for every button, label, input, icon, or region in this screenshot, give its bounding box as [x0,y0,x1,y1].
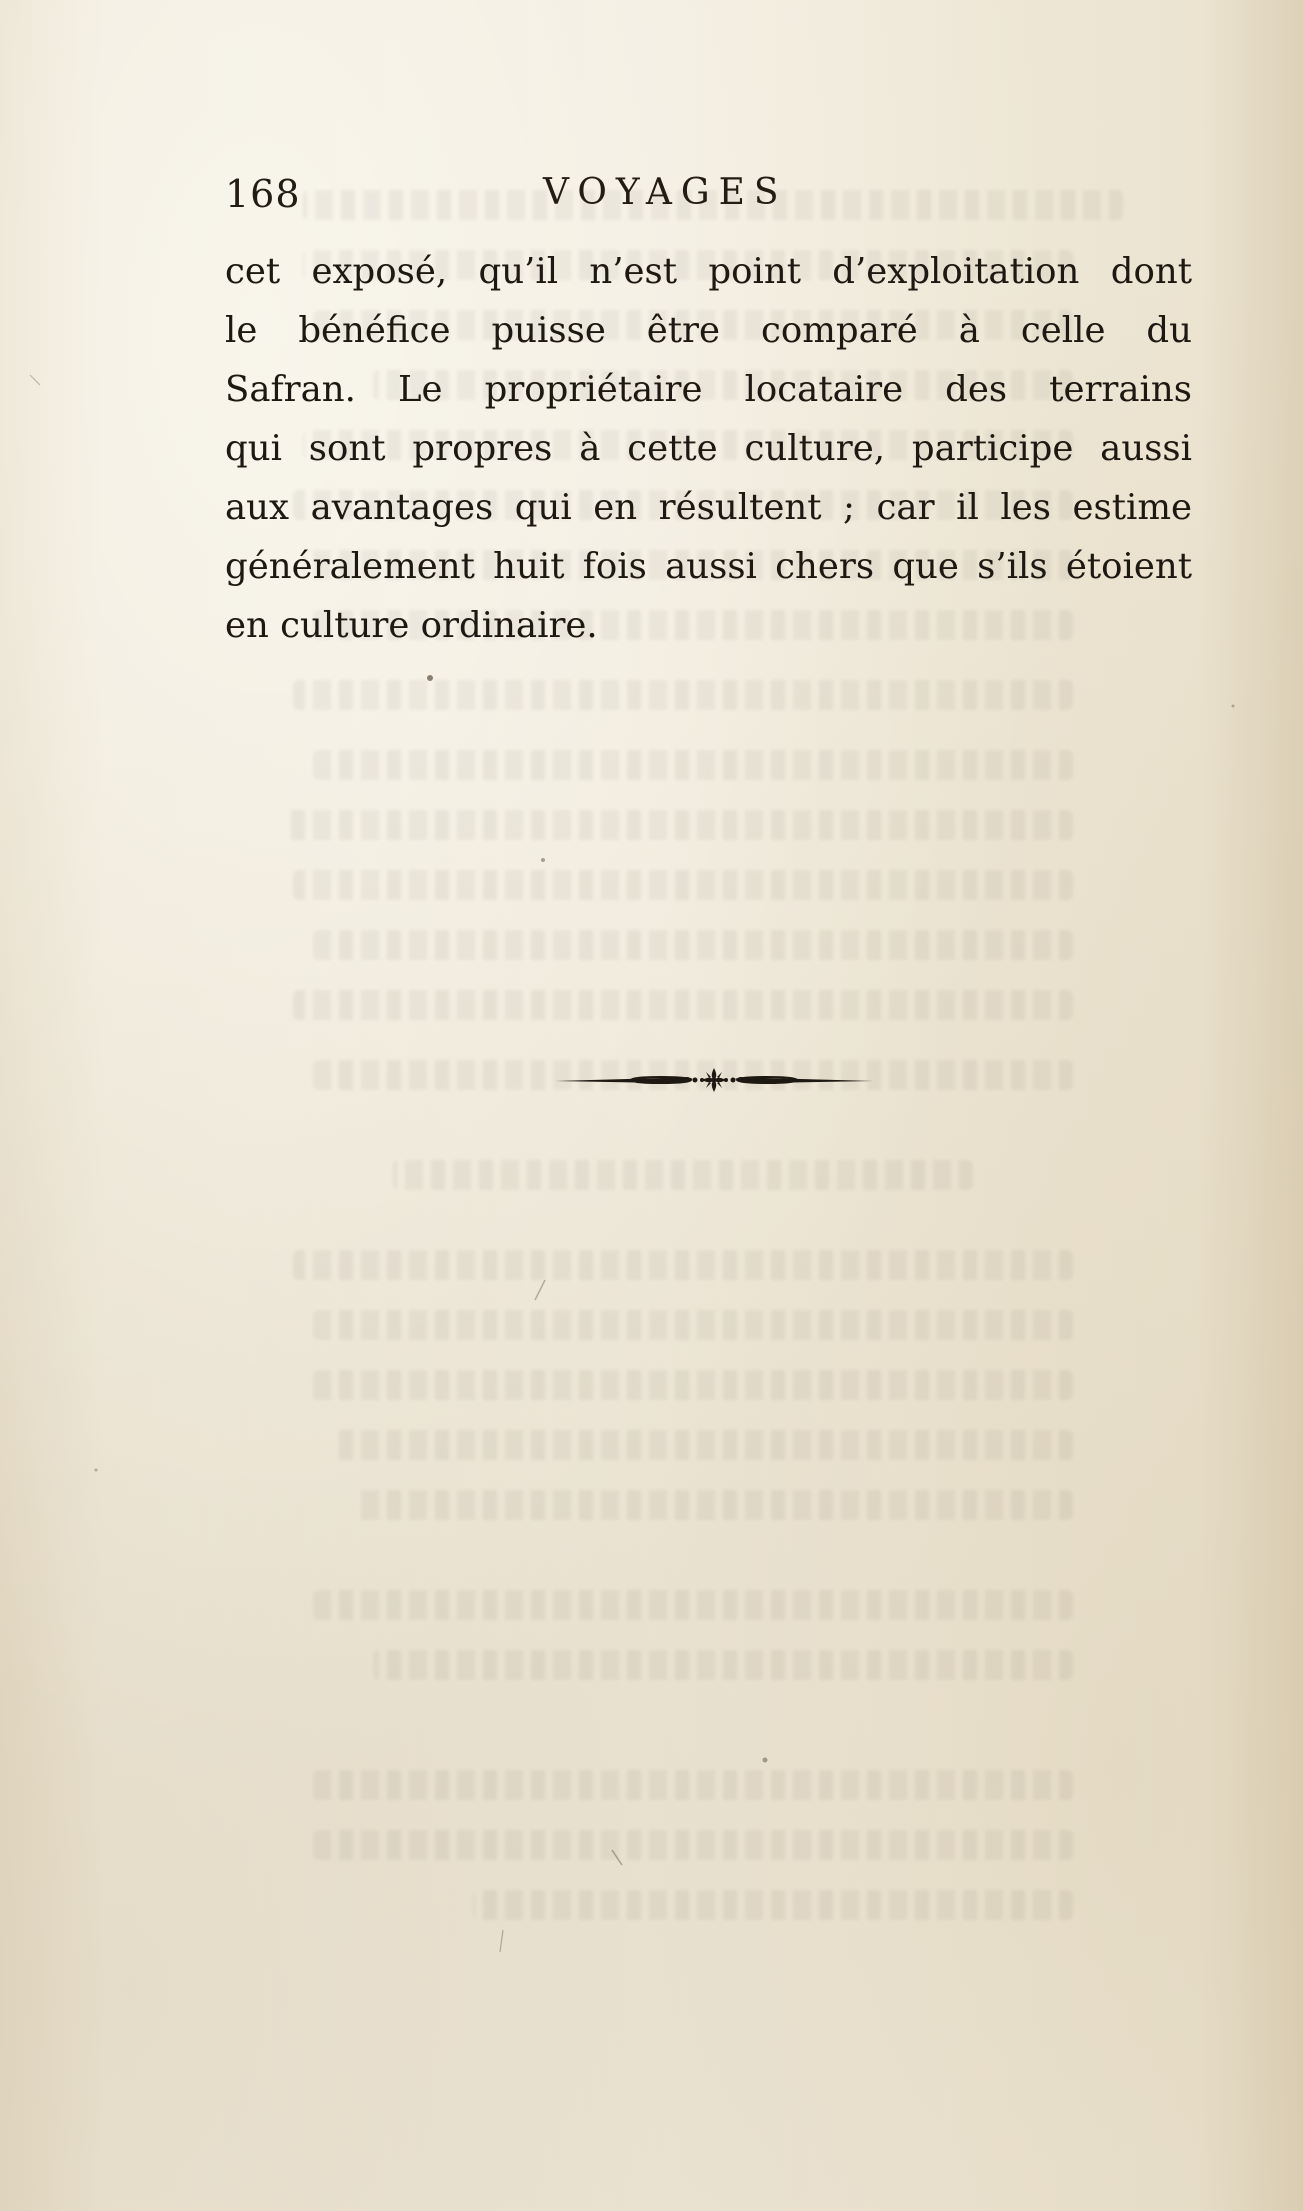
page-header [225,172,1190,224]
body-line: le bénéfice puisse être comparé à celle du [225,310,1192,351]
body-paragraph [225,242,1192,655]
body-line: Safran. Le propriétaire locataire des terrains [225,369,1192,410]
body-line: en culture ordinaire. [225,605,598,646]
body-line: généralement huit fois aussi chers que s’ils étoient [225,546,1192,587]
running-title: VOYAGES [543,172,788,213]
body-line: aux avantages qui en résultent ; car il les estime [225,487,1192,528]
section-ornament-icon [553,1060,875,1100]
body-line: cet exposé, qu’il n’est point d’exploitation dont [225,251,1192,292]
body-line: qui sont propres à cette culture, participe aussi [225,428,1192,469]
page-number: 168 [225,172,301,216]
